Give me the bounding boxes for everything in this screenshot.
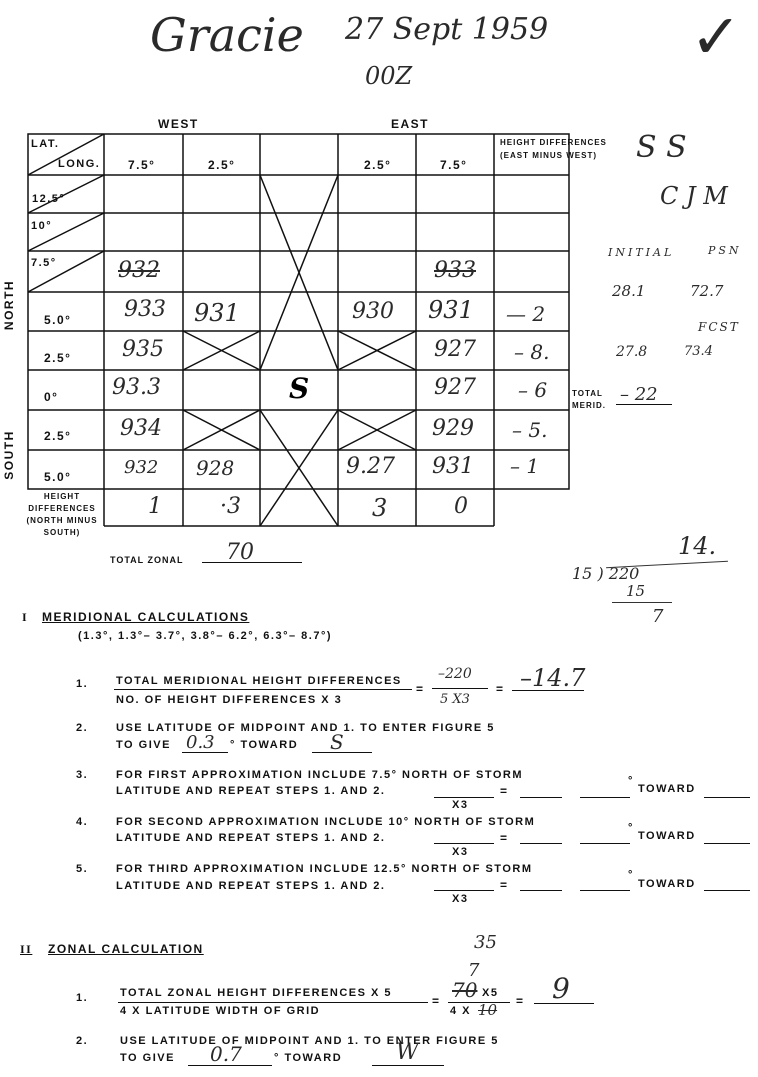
merid-step4-line2: LATITUDE AND REPEAT STEPS 1. AND 2.	[116, 832, 386, 844]
merid-step2-give: TO GIVE	[116, 739, 171, 751]
total-zonal-label: TOTAL ZONAL	[110, 555, 184, 565]
merid-step3-line1: FOR FIRST APPROXIMATION INCLUDE 7.5° NORTH OF STORM	[116, 769, 524, 781]
cell-50n-e25: 930	[352, 299, 394, 324]
total-merid-line	[616, 404, 672, 405]
initial-lat: 28.1	[612, 282, 646, 300]
cell-25s-diff: – 5.	[512, 418, 548, 442]
bottom-row-label: HEIGHT DIFFERENCES (NORTH MINUS SOUTH)	[26, 492, 98, 537]
merid-step2-value-line	[182, 752, 228, 753]
zonal-step1-top-hand: 70	[452, 978, 478, 1002]
meridional-title: MERIDIONAL CALCULATIONS	[42, 610, 250, 624]
merid-step3-blank3	[704, 797, 750, 798]
total-zonal-line	[202, 562, 302, 563]
fcst-label: FCST	[698, 320, 740, 334]
south-label: SOUTH	[1, 430, 16, 480]
zonal-step2-toward: ° TOWARD	[274, 1052, 343, 1064]
zonal-step1-bottom: 4 X LATITUDE WIDTH OF GRID	[120, 1005, 321, 1017]
division-sub: 15	[626, 582, 646, 600]
north-label: NORTH	[2, 279, 17, 331]
header-date: 27 Sept 1959	[345, 12, 549, 47]
total-merid-label: TOTAL MERID.	[572, 389, 606, 410]
cell-25n-diff: – 8.	[514, 340, 550, 364]
corner-lat: LAT.	[31, 138, 60, 150]
ns-diff-e75: 0	[454, 494, 468, 519]
zonal-step2-give: TO GIVE	[120, 1052, 175, 1064]
cell-50n-e75: 931	[428, 296, 474, 324]
merid-step3-x3: X3	[452, 799, 469, 811]
merid-step4-x3: X3	[452, 846, 469, 858]
merid-step5-toward: TOWARD	[638, 878, 696, 890]
merid-step5-eq: =	[500, 878, 509, 892]
division-expr: 15 ) 220	[572, 564, 640, 583]
merid-step1-eq-bottom: 5 X3	[440, 692, 470, 707]
storm-symbol: S	[289, 372, 310, 405]
merid-step1-eq1: =	[416, 682, 425, 696]
total-zonal-value: 70	[226, 540, 254, 565]
merid-step2-line1: USE LATITUDE OF MIDPOINT AND 1. TO ENTER FIGURE 5	[116, 722, 495, 734]
merid-step1-eq2: =	[496, 682, 505, 696]
cell-25s-w75: 934	[120, 416, 162, 441]
merid-step5-blank1	[520, 890, 562, 891]
merid-step5-num: 5.	[76, 863, 89, 875]
zonal-step2-num: 2.	[76, 1035, 89, 1047]
psn-label: PSN	[708, 244, 742, 257]
merid-step5-line1: FOR THIRD APPROXIMATION INCLUDE 12.5° NORTH OF STORM	[116, 863, 533, 875]
col-header-e75: 7.5°	[440, 158, 468, 172]
cell-50s-w25: 928	[196, 456, 235, 480]
merid-step4-blank2	[580, 843, 630, 844]
initial-label: INITIAL	[608, 246, 675, 259]
merid-step3-line2: LATITUDE AND REPEAT STEPS 1. AND 2.	[116, 785, 386, 797]
cell-0-diff: – 6	[518, 378, 548, 402]
zonal-step1-cancel: 7	[468, 960, 480, 981]
cell-75-e75: 933	[434, 258, 476, 283]
merid-step1-result: –14.7	[520, 664, 586, 692]
merid-step3-num: 3.	[76, 769, 89, 781]
merid-step4-blank3	[704, 843, 750, 844]
zonal-step2-line1: USE LATITUDE OF MIDPOINT AND 1. TO ENTER FIGURE 5	[120, 1035, 499, 1047]
cell-50s-diff: – 1	[510, 454, 540, 478]
division-sub-line	[612, 602, 672, 603]
zonal-step1-num: 1.	[76, 992, 89, 1004]
meridional-ranges: (1.3°, 1.3°– 3.7°, 3.8°– 6.2°, 6.3°– 8.7°)	[78, 630, 333, 642]
cell-50s-e25: 9.27	[346, 454, 395, 479]
row-label-25s: 2.5°	[44, 429, 72, 443]
zonal-step2-dir: W	[396, 1040, 419, 1065]
merid-step5-deg: °	[628, 869, 634, 881]
col-header-e25: 2.5°	[364, 158, 392, 172]
cell-50s-w75: 932	[124, 457, 159, 478]
zonal-margin-note: 35	[474, 932, 497, 953]
merid-step1-eq-bar	[432, 688, 488, 689]
cell-25n-e75: 927	[434, 337, 476, 362]
merid-step2-value: 0.3	[186, 732, 215, 753]
col-header-w75: 7.5°	[128, 158, 156, 172]
west-label: WEST	[158, 117, 199, 131]
ns-diff-e25: 3	[372, 494, 388, 522]
merid-step1-bottom: NO. OF HEIGHT DIFFERENCES X 3	[116, 694, 343, 706]
zonal-step1-result-line	[534, 1003, 594, 1004]
cell-50n-w75: 933	[124, 297, 166, 322]
row-label-25n: 2.5°	[44, 351, 72, 365]
zonal-step1-result: 9	[552, 972, 570, 1005]
zonal-step1-bottom-print: 4 X	[450, 1005, 472, 1017]
zonal-title: ZONAL CALCULATION	[48, 942, 204, 956]
merid-step4-deg: °	[628, 822, 634, 834]
fcst-lon: 73.4	[684, 344, 713, 359]
merid-step3-blank2	[580, 797, 630, 798]
merid-step4-line1: FOR SECOND APPROXIMATION INCLUDE 10° NORTH OF STORM	[116, 816, 536, 828]
east-label: EAST	[391, 117, 430, 131]
corner-long: LONG.	[58, 158, 101, 170]
row-label-125: 12.5°	[32, 193, 66, 205]
zonal-numeral: II	[20, 942, 33, 956]
merid-step3-deg: °	[628, 775, 634, 787]
cell-25s-e75: 929	[432, 416, 474, 441]
row-label-75: 7.5°	[31, 257, 57, 269]
cell-50n-w25: 931	[194, 299, 240, 327]
height-diff-header: HEIGHT DIFFERENCES (EAST MINUS WEST)	[500, 138, 607, 160]
division-rem: 7	[652, 606, 664, 627]
ns-diff-w25: ·3	[220, 494, 241, 519]
check-mark: ✓	[690, 0, 742, 73]
cell-0-w75: 93.3	[112, 375, 161, 400]
merid-step3-eq: =	[500, 784, 509, 798]
total-merid-value: – 22	[620, 384, 658, 405]
zonal-step2-value-line	[188, 1065, 272, 1066]
merid-step5-x3: X3	[452, 893, 469, 905]
fcst-lat: 27.8	[616, 344, 648, 360]
merid-step4-toward: TOWARD	[638, 830, 696, 842]
merid-step5-line2: LATITUDE AND REPEAT STEPS 1. AND 2.	[116, 880, 386, 892]
side-initials: C J M	[660, 182, 728, 210]
row-label-50s: 5.0°	[44, 470, 72, 484]
merid-step5-bar	[434, 890, 494, 891]
merid-step2-toward: ° TOWARD	[230, 739, 299, 751]
zonal-step1-bar	[118, 1002, 428, 1003]
zonal-step1-top-print: X5	[482, 987, 499, 999]
merid-step1-result-line	[512, 690, 584, 691]
merid-step3-blank1	[520, 797, 562, 798]
merid-step5-blank2	[580, 890, 630, 891]
row-label-10: 10°	[31, 220, 53, 232]
zonal-step1-eq2: =	[516, 994, 525, 1008]
merid-step3-bar	[434, 797, 494, 798]
merid-step1-num: 1.	[76, 678, 89, 690]
meridional-numeral: I	[22, 610, 29, 624]
row-label-50n: 5.0°	[44, 313, 72, 327]
initial-lon: 72.7	[690, 282, 724, 300]
merid-step5-blank3	[704, 890, 750, 891]
cell-50s-e75: 931	[432, 454, 474, 479]
zonal-step1-eq1: =	[432, 994, 441, 1008]
side-signature: S S	[636, 130, 687, 165]
merid-step1-bar	[114, 689, 412, 690]
ns-diff-w75: 1	[148, 494, 162, 519]
zonal-step2-value: 0.7	[210, 1042, 242, 1066]
cell-50n-diff: — 2	[506, 302, 546, 326]
header-name: Gracie	[150, 8, 304, 62]
merid-step4-num: 4.	[76, 816, 89, 828]
division-result: 14.	[678, 532, 717, 560]
zonal-step1-bottom-hand: 10	[478, 1001, 498, 1019]
zonal-step2-dir-line	[372, 1065, 444, 1066]
zonal-step1-top: TOTAL ZONAL HEIGHT DIFFERENCES X 5	[120, 987, 393, 999]
cell-75-w75: 932	[118, 258, 160, 283]
merid-step1-top: TOTAL MERIDIONAL HEIGHT DIFFERENCES	[116, 675, 402, 687]
merid-step3-toward: TOWARD	[638, 783, 696, 795]
cell-0-e75: 927	[434, 375, 476, 400]
merid-step4-bar	[434, 843, 494, 844]
cell-25n-w75: 935	[122, 337, 164, 362]
merid-step2-dir: S	[330, 730, 344, 754]
header-time: 00Z	[365, 62, 413, 90]
merid-step1-eq-top: –220	[438, 666, 472, 682]
merid-step2-dir-line	[312, 752, 372, 753]
col-header-w25: 2.5°	[208, 158, 236, 172]
row-label-0: 0°	[44, 390, 59, 404]
merid-step2-num: 2.	[76, 722, 89, 734]
merid-step4-blank1	[520, 843, 562, 844]
merid-step4-eq: =	[500, 831, 509, 845]
